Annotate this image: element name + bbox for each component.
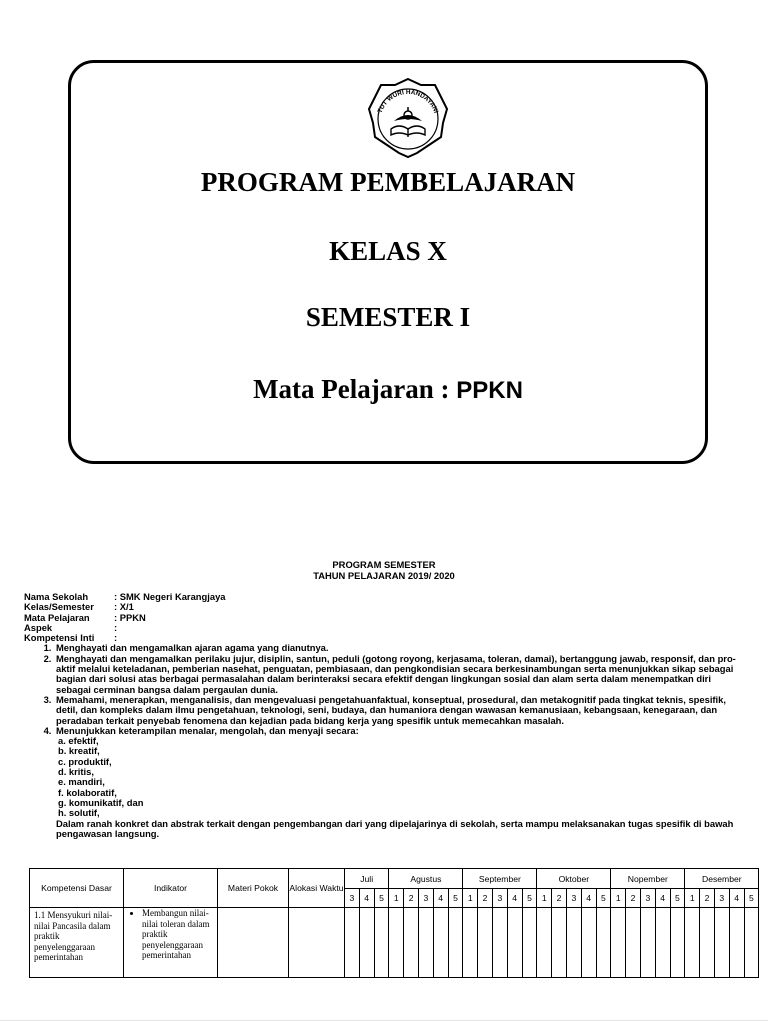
header-week: 3: [345, 889, 360, 908]
header-week: 5: [522, 889, 537, 908]
meta-key: Mata Pelajaran: [24, 611, 90, 623]
table-header-row: [30, 869, 759, 889]
header-week: 2: [552, 889, 567, 908]
header-week: 5: [744, 889, 759, 908]
header-week: 2: [700, 889, 715, 908]
header-week: 2: [626, 889, 641, 908]
header-week: 1: [463, 889, 478, 908]
cell-week: [685, 908, 700, 978]
header-week: 4: [507, 889, 522, 908]
cell-week: [374, 908, 389, 978]
ki4-subitem: c. produktif,: [58, 755, 112, 767]
header-week: 5: [670, 889, 685, 908]
header-week: 4: [433, 889, 448, 908]
header-week: 2: [478, 889, 493, 908]
meta-row: [24, 623, 744, 633]
header-week: 5: [596, 889, 611, 908]
meta-value: : X/1: [114, 601, 134, 613]
cell-week: [404, 908, 419, 978]
cell-week: [433, 908, 448, 978]
header-week: 5: [374, 889, 389, 908]
meta-value: : PPKN: [114, 611, 146, 623]
program-semester-table: [29, 868, 759, 978]
cell-week: [626, 908, 641, 978]
header-alokasi-waktu: Alokasi Waktu: [289, 869, 345, 908]
ki4-note: Dalam ranah konkret dan abstrak terkait dengan pengembangan dari yang dipelajarinya di sekolah, serta mampu melaksanakan tugas spesifik di bawah pengawasan langsung.: [56, 817, 734, 839]
header-week: 3: [566, 889, 581, 908]
doc-meta: [24, 592, 744, 643]
header-week: 4: [581, 889, 596, 908]
cell-week: [448, 908, 463, 978]
header-week: 1: [685, 889, 700, 908]
doc-title: PROGRAM SEMESTER: [332, 559, 436, 570]
cell-week: [492, 908, 507, 978]
page-divider: [0, 1020, 768, 1021]
header-materi-pokok: Materi Pokok: [218, 869, 289, 908]
cover-subject-line: [71, 373, 705, 407]
cell-week: [596, 908, 611, 978]
cell-week: [714, 908, 729, 978]
header-week: 3: [714, 889, 729, 908]
cell-kompetensi-dasar: 1.1 Mensyukuri nilai-nilai Pancasila dalam praktik penyelenggaraan pemerintahan: [30, 908, 124, 978]
header-week: 1: [611, 889, 626, 908]
cell-week: [522, 908, 537, 978]
meta-key: Kelas/Semester: [24, 601, 94, 613]
ki4-subitem: f. kolaboratif,: [58, 786, 117, 798]
cell-week: [670, 908, 685, 978]
meta-row: [24, 613, 744, 623]
header-month: Juli: [345, 869, 389, 889]
cover-semester: SEMESTER I: [305, 302, 471, 332]
cover-kelas: KELAS X: [329, 236, 447, 266]
cell-materi-pokok: [218, 908, 289, 978]
cell-week: [611, 908, 626, 978]
ki4-subitem: a. efektif,: [58, 735, 99, 747]
cell-week: [418, 908, 433, 978]
meta-key: Nama Sekolah: [24, 591, 89, 602]
ki-item: 2. Menghayati dan mengamalkan perilaku jujur, disiplin, santun, peduli (gotong royong, kerjasama, toleran, damai), bertanggung jawab, responsif, dan pro-aktif melalui keteladanan, pemberian nasehat, penguatan, pembiasaan, dan pengkondisian secara berkesinambungan serta menunjukkan sikap sebagai bagian dari solusi atas berbagai permasalahan dalam berinteraksi secara efektif dengan lingkungan sosial dan alam serta dalam menempatkan diri sebagai cerminan bangsa dalam pergaulan dunia.: [54, 654, 744, 695]
cell-week: [744, 908, 759, 978]
cell-week: [463, 908, 478, 978]
doc-year: TAHUN PELAJARAN 2019/ 2020: [313, 570, 455, 581]
indikator-item: • Membangun nilai-nilai toleran dalam praktik penyelenggaraan pemerintahan: [142, 908, 217, 961]
header-kompetensi-dasar: Kompetensi Dasar: [30, 869, 124, 908]
ki-item: 1. Menghayati dan mengamalkan ajaran agama yang dianutnya.: [54, 643, 744, 653]
ki4-subitem: b. kreatif,: [58, 745, 100, 757]
cell-week: [359, 908, 374, 978]
header-month: Oktober: [537, 869, 611, 889]
cell-week: [581, 908, 596, 978]
ki-item: 3. Memahami, menerapkan, menganalisis, dan mengevaluasi pengetahuanfaktual, konseptual, prosedural, dan metakognitif pada tingkat teknis, spesifik, detil, dan kompleks dalam ilmu pengetahuan, teknologi, seni, budaya, dan humaniora dengan wawasan kemanusiaan, kebangsaan, kenegaraan, dan peradaban terkait penyebab fenomena dan kejadian pada bidang kerja yang spesifik untuk memecahkan masalah.: [54, 695, 744, 726]
cell-alokasi-waktu: [289, 908, 345, 978]
cover-title: PROGRAM PEMBELAJARAN: [200, 167, 576, 197]
svg-text:TUT WURI HANDAYANI: TUT WURI HANDAYANI: [376, 88, 440, 115]
kompetensi-inti-list: [24, 643, 744, 839]
cover-frame: [68, 60, 708, 464]
cell-week: [507, 908, 522, 978]
ki-item: [54, 726, 744, 839]
header-indikator: Indikator: [124, 869, 218, 908]
header-week: 4: [359, 889, 374, 908]
header-week: 5: [448, 889, 463, 908]
cover-subject-label: Mata Pelajaran :: [253, 374, 457, 404]
cell-indikator: [124, 908, 218, 978]
program-semester-doc: [24, 559, 744, 839]
header-week: 1: [389, 889, 404, 908]
header-week: 4: [729, 889, 744, 908]
cell-week: [729, 908, 744, 978]
header-month: Nopember: [611, 869, 685, 889]
header-month: September: [463, 869, 537, 889]
meta-key: Kompetensi Inti: [24, 632, 95, 644]
cell-week: [345, 908, 360, 978]
header-month: Agustus: [389, 869, 463, 889]
header-month: Desember: [685, 869, 759, 889]
cell-week: [537, 908, 552, 978]
ki4-subitem: h. solutif,: [58, 807, 100, 819]
header-week: 3: [640, 889, 655, 908]
cell-week: [566, 908, 581, 978]
cell-week: [640, 908, 655, 978]
meta-value: :: [114, 621, 118, 633]
cell-week: [655, 908, 670, 978]
header-week: 3: [492, 889, 507, 908]
tut-wuri-handayani-logo: [367, 77, 449, 159]
header-week: 3: [418, 889, 433, 908]
table-row: [30, 908, 759, 978]
cell-week: [478, 908, 493, 978]
meta-key: Aspek: [24, 621, 53, 633]
header-week: 1: [537, 889, 552, 908]
ki4-subitem: e. mandiri,: [58, 776, 105, 788]
ki4-subitem: g. komunikatif, dan: [58, 796, 144, 808]
ki4-subitem: d. kritis,: [58, 766, 94, 778]
header-week: 4: [655, 889, 670, 908]
cell-week: [389, 908, 404, 978]
header-week: 2: [404, 889, 419, 908]
cover-subject-value: PPKN: [456, 377, 523, 404]
meta-value: : SMK Negeri Karangjaya: [114, 591, 226, 602]
cell-week: [700, 908, 715, 978]
ki4-sublist: [56, 736, 744, 818]
ki-item-text: Menunjukkan keterampilan menalar, mengolah, dan menyaji secara:: [56, 724, 359, 736]
meta-value: :: [114, 632, 118, 644]
cell-week: [552, 908, 567, 978]
